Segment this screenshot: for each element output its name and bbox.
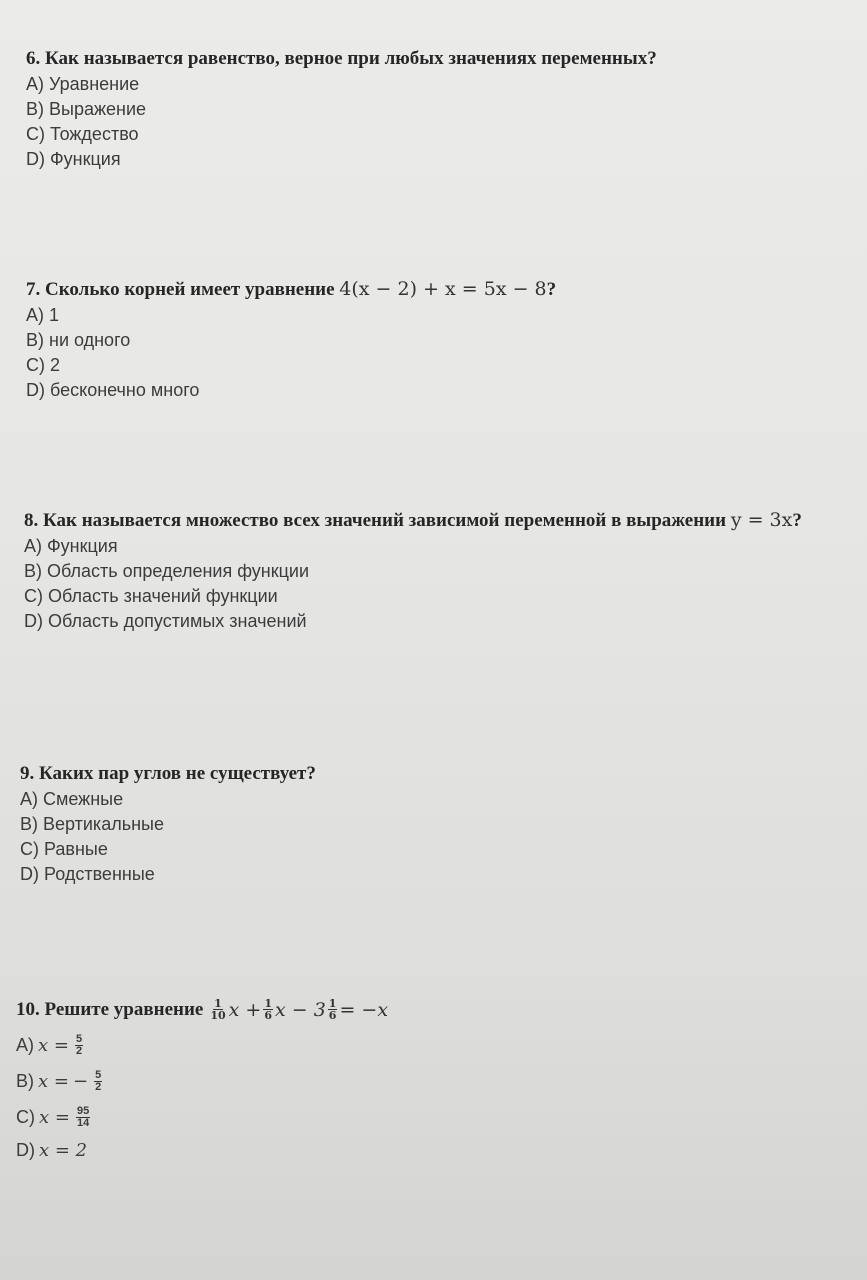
option-label: C)	[16, 1106, 35, 1127]
question-text: 6. Как называется равенство, верное при любых значениях переменных?	[26, 48, 657, 69]
option-c: C) Тождество	[26, 124, 139, 144]
option-d: D) Область допустимых значений	[24, 611, 307, 631]
question-prefix: 8. Как называется множество всех значений зависимой переменной в выражении	[24, 510, 727, 531]
numerator: 1	[328, 997, 337, 1010]
question-8	[24, 507, 843, 634]
option-b: B) Выражение	[26, 99, 147, 119]
question-7	[26, 278, 867, 403]
equation-term: = −x	[339, 998, 389, 1021]
fraction	[209, 998, 226, 1021]
option-b: B) Область определения функции	[24, 561, 310, 581]
question-text: 9. Каких пар углов не существует?	[20, 763, 316, 784]
option-c: C) Область значений функции	[24, 586, 278, 606]
numerator: 1	[214, 997, 222, 1010]
fraction	[76, 1106, 90, 1129]
numerator: 1	[264, 997, 272, 1010]
denominator: 2	[95, 1080, 102, 1093]
question-6	[26, 48, 867, 172]
option-d	[16, 1135, 867, 1165]
fraction	[328, 998, 338, 1021]
option-c	[16, 1099, 867, 1135]
question-10	[16, 998, 867, 1165]
option-b: B) ни одного	[26, 330, 131, 350]
option-a: A) Уравнение	[26, 74, 140, 94]
option-d: D) бесконечно много	[26, 380, 200, 400]
option-b: B) Вертикальные	[20, 814, 164, 834]
question-end: ?	[792, 510, 802, 531]
option-a: A) Смежные	[20, 789, 124, 809]
question-end: ?	[546, 279, 557, 300]
denominator: 2	[75, 1044, 83, 1057]
option-label: B)	[16, 1070, 34, 1091]
option-b	[16, 1063, 867, 1099]
denominator: 10	[210, 1009, 226, 1022]
denominator: 14	[76, 1116, 90, 1129]
option-a: A) 1	[26, 305, 60, 325]
option-sign: −	[72, 1070, 89, 1092]
option-lhs: x =	[39, 1106, 70, 1128]
option-label: A)	[16, 1034, 34, 1055]
equation-term: x − 3	[274, 998, 326, 1021]
option-lhs: x = 2	[39, 1139, 88, 1161]
fraction	[263, 998, 273, 1021]
option-c: C) 2	[26, 355, 61, 375]
denominator: 6	[328, 1009, 337, 1022]
option-label: D)	[16, 1139, 35, 1160]
option-c: C) Равные	[20, 839, 108, 859]
equation: 4(x − 2) + x = 5x − 8	[339, 278, 547, 300]
option-a: A) Функция	[24, 536, 118, 556]
question-9	[20, 763, 867, 887]
option-lhs: x =	[38, 1070, 69, 1092]
question-prefix: 10. Решите уравнение	[16, 998, 204, 1020]
option-lhs: x =	[38, 1034, 69, 1056]
question-text	[26, 278, 867, 301]
option-d: D) Родственные	[20, 864, 155, 884]
question-text	[24, 507, 843, 534]
numerator: 5	[95, 1068, 102, 1081]
equation	[207, 998, 388, 1021]
equation-term: x +	[228, 998, 262, 1021]
fraction	[75, 1034, 83, 1057]
option-d: D) Функция	[26, 149, 121, 169]
numerator: 5	[75, 1032, 83, 1045]
option-a	[16, 1027, 867, 1063]
denominator: 6	[264, 1009, 272, 1022]
equation: y = 3x	[730, 509, 793, 531]
numerator: 95	[76, 1104, 90, 1117]
fraction	[94, 1070, 102, 1093]
question-prefix: 7. Сколько корней имеет уравнение	[26, 279, 335, 300]
question-text	[16, 998, 867, 1021]
